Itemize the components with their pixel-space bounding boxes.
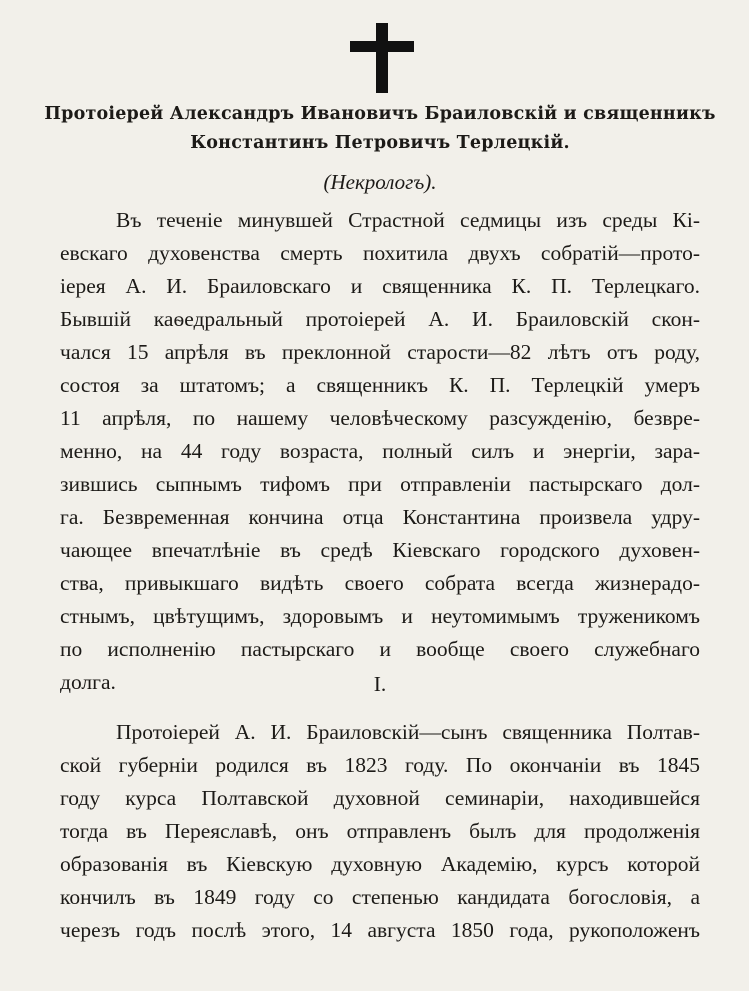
text-line: по исполненію пастырскаго и вообще своего служебнаго	[60, 637, 700, 661]
text-line: Въ теченіе минувшей Страстной седмицы изъ среды Кі-	[116, 208, 700, 232]
text-line: га. Безвременная кончина отца Константина произвела удру-	[60, 505, 700, 529]
text-line: 11 апрѣля, по нашему человѣческому разсужденію, безвре-	[60, 406, 700, 430]
text-line: менно, на 44 году возраста, полный силъ и энергіи, зара-	[60, 439, 700, 463]
text-line: Протоіерей А. И. Браиловскій—сынъ священника Полтав-	[116, 720, 700, 744]
subtitle: (Некрологъ).	[323, 170, 437, 194]
text-line: черезъ годъ послѣ этого, 14 августа 1850 года, рукоположенъ	[60, 918, 700, 942]
title-line-2: Константинъ Петровичъ Терлецкій.	[190, 133, 570, 153]
text-line: ской губерніи родился въ 1823 году. По окончаніи въ 1845	[60, 753, 700, 777]
title-line-1: Протоіерей Александръ Ивановичъ Браиловскій и священникъ	[44, 104, 716, 124]
text-line: іерея А. И. Браиловскаго и священника К. П. Терлецкаго.	[60, 274, 700, 298]
text-line: стнымъ, цвѣтущимъ, здоровымъ и неутомимымъ труженикомъ	[60, 604, 700, 628]
text-line: состоя за штатомъ; а священникъ К. П. Терлецкій умеръ	[60, 373, 700, 397]
text-line: тогда въ Переяславѣ, онъ отправленъ былъ для продолженія	[60, 819, 700, 843]
section-number: I.	[373, 672, 387, 696]
text-line: ства, привыкшаго видѣть своего собрата всегда жизнерадо-	[60, 571, 700, 595]
text-line: евскаго духовенства смерть похитила двухъ собратій—прото-	[60, 241, 700, 265]
text-line: долга.	[60, 670, 116, 694]
cross-icon	[350, 23, 414, 93]
text-line: чался 15 апрѣля въ преклонной старости—82 лѣтъ отъ роду,	[60, 340, 700, 364]
text-line: Бывшій каѳедральный протоіерей А. И. Браиловскій скон-	[60, 307, 700, 331]
text-line: чающее впечатлѣніе въ средѣ Кіевскаго городского духовен-	[60, 538, 700, 562]
text-line: зившись сыпнымъ тифомъ при отправленіи пастырскаго дол-	[60, 472, 700, 496]
text-line: кончилъ въ 1849 году со степенью кандидата богословія, а	[60, 885, 700, 909]
text-line: году курса Полтавской духовной семинаріи, находившейся	[60, 786, 700, 810]
text-line: образованія въ Кіевскую духовную Академію, курсъ которой	[60, 852, 700, 876]
